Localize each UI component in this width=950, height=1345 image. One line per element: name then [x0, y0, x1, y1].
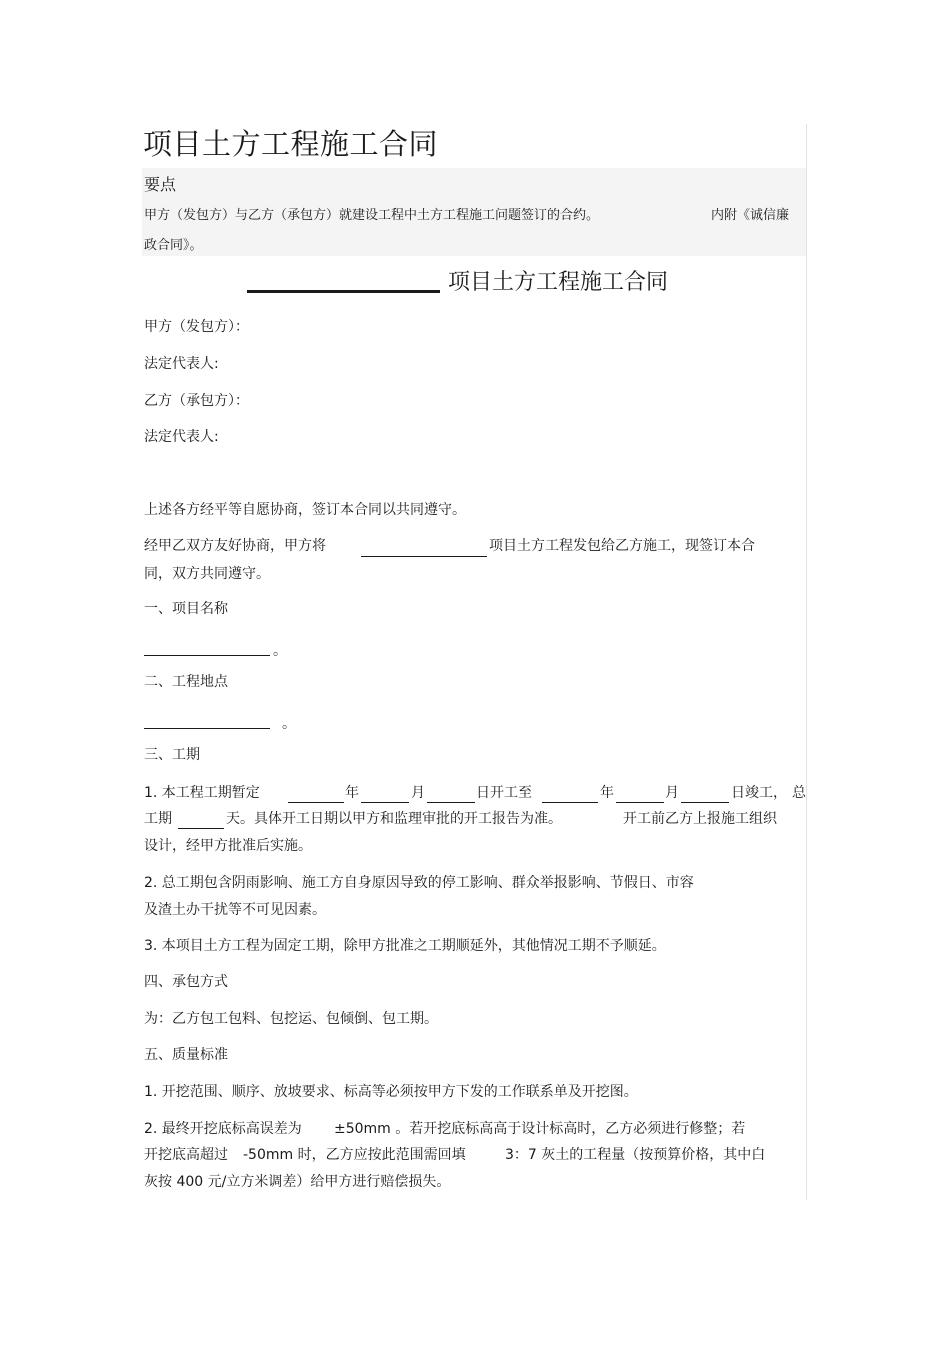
- summary-note: 内附《诚信廉: [711, 208, 790, 223]
- contract-title: 项目土方工程施工合同: [448, 270, 669, 295]
- start-month-blank: [361, 802, 409, 803]
- rep-b-label: 法定代表人:: [144, 429, 219, 445]
- section-5-title: 五、质量标准: [144, 1047, 228, 1063]
- section-2-period: 。: [282, 716, 296, 732]
- end-month-blank: [616, 802, 664, 803]
- project-name-blank: [361, 556, 487, 557]
- intro-paragraph: 上述各方经平等自愿协商，签订本合同以共同遵守。: [144, 502, 466, 518]
- s5-p2-lead: 2. 最终开挖底标高误差为: [144, 1121, 302, 1137]
- document-title: 项目土方工程施工合同: [143, 127, 439, 161]
- start-day-blank: [427, 802, 475, 803]
- summary-heading: 要点: [144, 175, 177, 194]
- s3-p2-line1: 2. 总工期包含阴雨影响、施工方自身原因导致的停工影响、群众举报影响、节假日、市容: [144, 875, 694, 891]
- section-4-text: 为：乙方包工包料、包挖运、包倾倒、包工期。: [144, 1011, 438, 1027]
- section-3-title: 三、工期: [144, 747, 200, 763]
- project-name-field-blank: [144, 655, 270, 656]
- summary-text-continued: 政合同》。: [144, 238, 203, 253]
- intro2-part-b: 项目土方工程发包给乙方施工，现签订本合: [489, 538, 755, 554]
- s5-p1: 1. 开挖范围、顺序、放坡要求、标高等必须按甲方下发的工作联系单及开挖图。: [144, 1084, 638, 1100]
- s5-p2-lime-soil: 3：7 灰土的工程量（按预算价格，其中白: [505, 1147, 766, 1163]
- page-border: [806, 124, 807, 1200]
- end-day-blank: [681, 802, 729, 803]
- section-1-period: 。: [273, 643, 287, 659]
- end-month-label: 月: [665, 785, 679, 801]
- duration-days-blank: [178, 828, 224, 829]
- end-year-blank: [542, 802, 598, 803]
- s5-p2-exceed: 开挖底高超过: [144, 1147, 228, 1163]
- s3-p3: 3. 本项目土方工程为固定工期，除甲方批准之工期顺延外，其他情况工期不予顺延。: [144, 938, 666, 954]
- s5-p2-tolerance: ±50mm 。若开挖底标高高于设计标高时，乙方必须进行修整；若: [334, 1121, 746, 1137]
- s3-p1-org-text: 开工前乙方上报施工组织: [623, 811, 777, 827]
- title-blank-line: [247, 290, 440, 293]
- section-2-title: 二、工程地点: [144, 674, 228, 690]
- end-year-label: 年: [600, 785, 614, 801]
- start-day-label: 日开工至: [476, 785, 532, 801]
- start-year-label: 年: [345, 785, 359, 801]
- party-a-label: 甲方（发包方）：: [144, 319, 249, 335]
- rep-a-label: 法定代表人:: [144, 356, 219, 372]
- start-year-blank: [288, 802, 344, 803]
- s3-p2-line2: 及渣土办干扰等不可见因素。: [144, 902, 326, 918]
- summary-text: 甲方（发包方）与乙方（承包方）就建设工程中土方工程施工问题签订的合约。: [144, 208, 600, 223]
- start-month-label: 月: [411, 785, 425, 801]
- intro2-part-a: 经甲乙双方友好协商，甲方将: [144, 538, 326, 554]
- s3-p1-duration-label: 工期: [144, 811, 172, 827]
- s5-p2-backfill: -50mm 时，乙方应按此范围需回填: [243, 1147, 466, 1163]
- section-1-title: 一、项目名称: [144, 601, 228, 617]
- total-label: 总: [792, 785, 806, 801]
- end-day-label: 日竣工，: [731, 785, 787, 801]
- s5-p2-compensation: 灰按 400 元/立方米调差）给甲方进行赔偿损失。: [144, 1174, 451, 1190]
- party-b-label: 乙方（承包方）：: [144, 393, 249, 409]
- intro2-part-c: 同，双方共同遵守。: [144, 566, 270, 582]
- s3-p1-approval: 设计，经甲方批准后实施。: [144, 838, 312, 854]
- location-field-blank: [144, 728, 270, 729]
- s3-p1-duration-text: 天。具体开工日期以甲方和监理审批的开工报告为准。: [226, 811, 562, 827]
- s3-p1-lead: 1. 本工程工期暂定: [144, 785, 260, 801]
- section-4-title: 四、承包方式: [144, 974, 228, 990]
